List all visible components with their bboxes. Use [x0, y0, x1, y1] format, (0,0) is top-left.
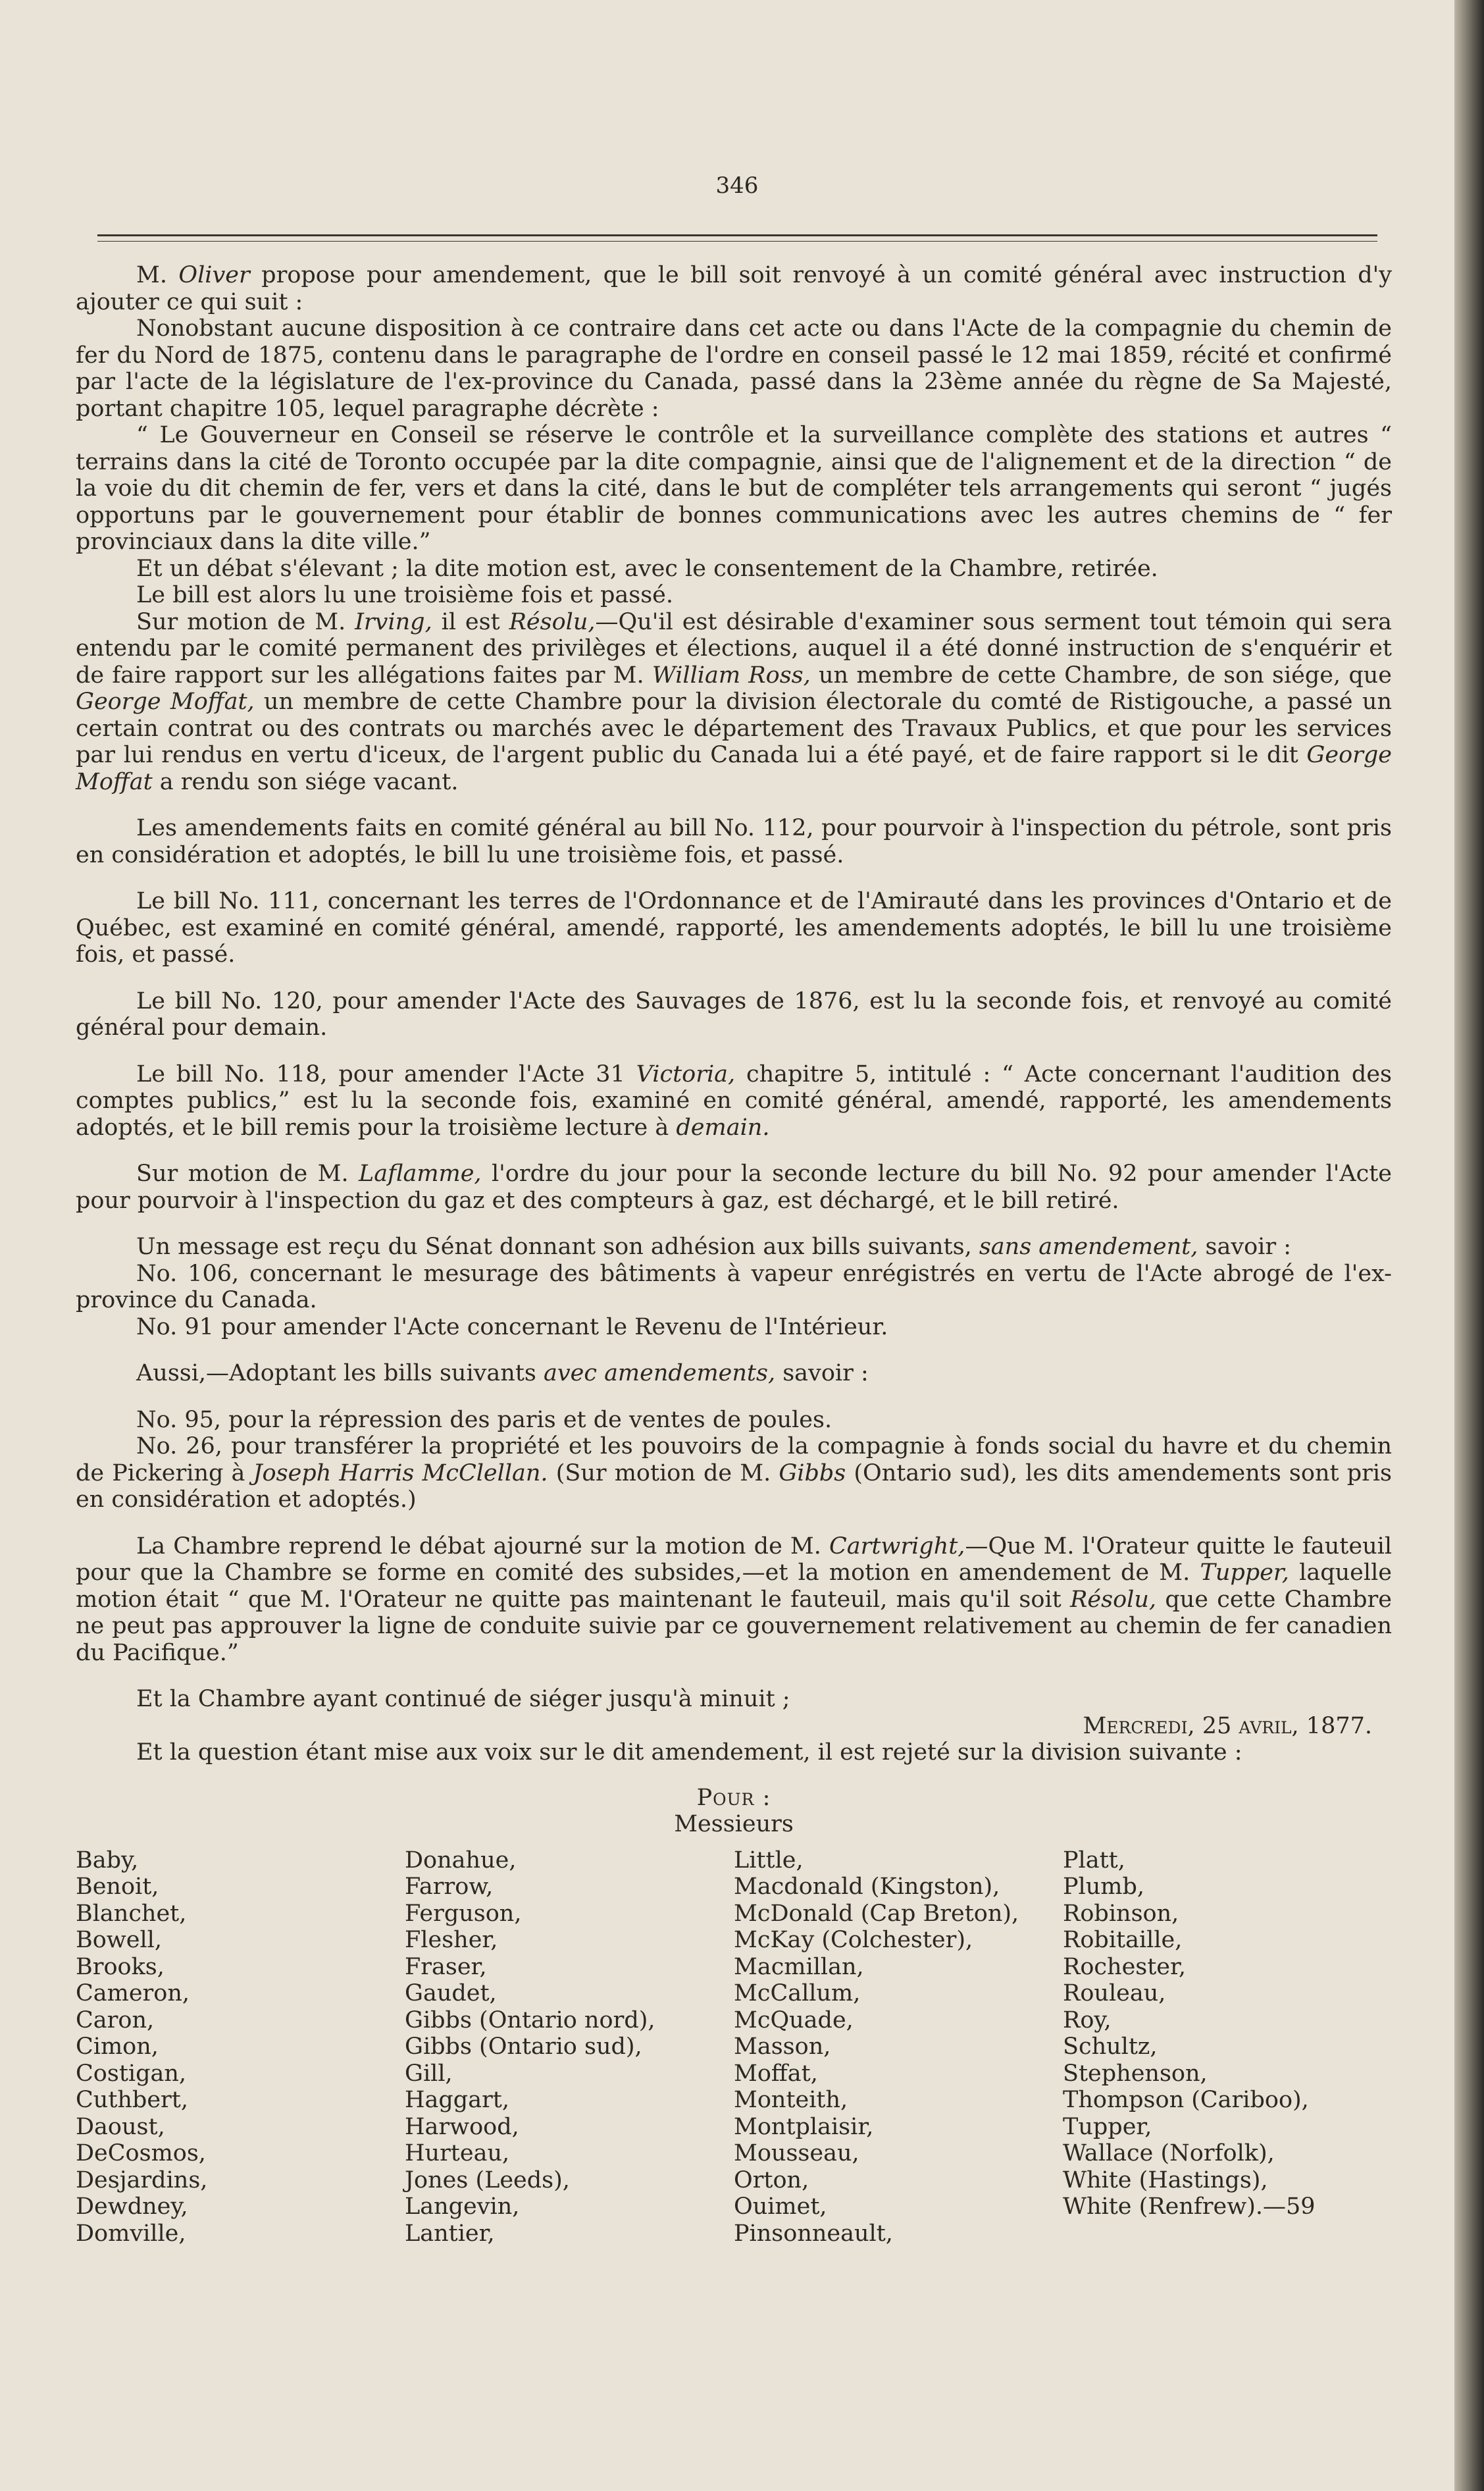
paragraph	[76, 1407, 1392, 1434]
italic-text: sans amendement,	[979, 1234, 1198, 1260]
text-run: (Ontario sud), les dits amendements sont pris en considération et adoptés.)	[76, 1459, 1392, 1513]
member-name: Schultz,	[1063, 2033, 1158, 2060]
member-name: McDonald (Cap Breton),	[734, 1900, 1019, 1927]
italic-text: Joseph Harris McClellan.	[253, 1459, 548, 1486]
paragraph	[76, 556, 1392, 583]
member-name: Roy,	[1063, 2006, 1112, 2033]
member-name: Rouleau,	[1063, 1980, 1166, 2006]
italic-text: Laflamme,	[359, 1161, 482, 1187]
member-name: Montplaisir,	[734, 2113, 874, 2140]
member-name: Gibbs (Ontario nord),	[405, 2006, 655, 2033]
member-name: Blanchet,	[76, 1900, 187, 1927]
member-name: Gibbs (Ontario sud),	[405, 2033, 642, 2060]
journal-body	[76, 262, 1392, 2247]
vote-column	[734, 1847, 1063, 2247]
text-run: (Sur motion de M.	[548, 1459, 779, 1486]
paragraph	[76, 262, 1392, 315]
book-binding-edge	[1454, 0, 1484, 2491]
member-name: Masson,	[734, 2033, 831, 2060]
paragraph	[76, 582, 1392, 609]
member-name: White (Renfrew).—59	[1063, 2193, 1316, 2220]
paragraph	[76, 888, 1392, 968]
member-name: Wallace (Norfolk),	[1063, 2140, 1275, 2166]
text-run: l'ordre du jour pour la seconde lecture du bill No. 92 pour amender l'Acte pour pourvoir à l'inspection du gaz et des compteurs à gaz, est déchargé, et le bill retiré.	[76, 1161, 1393, 1214]
italic-text: Tupper,	[1200, 1560, 1289, 1586]
member-name: Ouimet,	[734, 2193, 827, 2220]
text-run: No. 26, pour transférer la propriété et les pouvoirs de la compagnie à fonds social du havre et du chemin de Pickering à	[76, 1433, 1392, 1486]
member-name: Costigan,	[76, 2060, 187, 2087]
text-run: Le bill est alors lu une troisième fois et passé.	[136, 582, 673, 608]
paragraph	[76, 1314, 1392, 1341]
member-name: Baby,	[76, 1847, 139, 1874]
italic-text: Gibbs	[779, 1459, 846, 1486]
vote-subheading: Messieurs	[674, 1811, 794, 1837]
paragraph	[76, 1686, 1392, 1713]
text-run: a rendu son siége vacant.	[152, 768, 459, 795]
text-run: laquelle motion était “ que M. l'Orateur ne quitte pas maintenant le fauteuil, mais qu'il soit	[76, 1560, 1392, 1613]
member-name: McQuade,	[734, 2006, 854, 2033]
text-run: Le bill No. 120, pour amender l'Acte des Sauvages de 1876, est lu la seconde fois, et renvoyé au comité général pour demain.	[76, 987, 1392, 1041]
paragraph	[76, 1261, 1392, 1314]
paragraph-list	[76, 262, 1392, 1713]
member-name: Lantier,	[405, 2220, 495, 2247]
vote-column	[1063, 1847, 1392, 2247]
text-run: chapitre 5, intitulé : “ Acte concernant l'audition des comptes publics,” est lu la seconde fois, examiné en comité général, amendé, rapporté, les amendements adoptés, et le bill remis pour la troisième lecture à	[76, 1061, 1392, 1141]
text-run: Un message est reçu du Sénat donnant son adhésion aux bills suivants,	[136, 1234, 979, 1260]
vote-column	[405, 1847, 734, 2247]
text-run: Nonobstant aucune disposition à ce contraire dans cet acte ou dans l'Acte de la compagnie du chemin de fer du Nord de 1875, contenu dans le paragraphe de l'ordre en conseil passé le 12 mai 1859, récité et confirmé par l'acte de la législature de l'ex-province du Canada, passé dans la 23ème année du règne de Sa Majesté, portant chapitre 105, lequel paragraphe décrète :	[76, 315, 1392, 422]
member-name: Macdonald (Kingston),	[734, 1874, 1000, 1900]
member-name: Tupper,	[1063, 2113, 1152, 2140]
member-name: Mousseau,	[734, 2140, 859, 2166]
header-rule	[97, 234, 1377, 236]
member-name: Robitaille,	[1063, 1927, 1183, 1953]
text-run: Sur motion de M.	[136, 1161, 359, 1187]
member-name: Flesher,	[405, 1927, 498, 1953]
text-run: No. 91 pour amender l'Acte concernant le Revenu de l'Intérieur.	[136, 1313, 888, 1340]
vote-heading: Pour :	[696, 1784, 771, 1811]
member-name: Dewdney,	[76, 2193, 188, 2220]
text-run: No. 106, concernant le mesurage des bâtiments à vapeur enrégistrés en vertu de l'Acte abrogé de l'ex-province du Canada.	[76, 1260, 1392, 1313]
member-name: Haggart,	[405, 2087, 509, 2113]
member-name: Caron,	[76, 2006, 155, 2033]
italic-text: George Moffat,	[76, 689, 255, 715]
paragraph	[76, 422, 1392, 556]
italic-text: George Moffat	[76, 742, 1392, 795]
italic-text: Résolu,	[509, 608, 596, 635]
member-name: Moffat,	[734, 2060, 818, 2087]
text-run: un membre de cette Chambre pour la division électorale du comté de Ristigouche, a passé un certain contrat ou des contrats ou marchés avec le département des Travaux Publics, et que pour les services par lui rendus en vertu d'iceux, de l'argent public du Canada lui a été payé, et de faire rapport si le dit	[76, 689, 1392, 768]
member-name: Gaudet,	[405, 1980, 497, 2006]
member-name: Monteith,	[734, 2087, 848, 2113]
member-name: Daoust,	[76, 2113, 165, 2140]
paragraph	[76, 988, 1392, 1041]
member-name: Robinson,	[1063, 1900, 1179, 1927]
italic-text: Irving,	[355, 608, 432, 635]
text-run: M.	[136, 262, 179, 288]
paragraph	[76, 315, 1392, 422]
text-run: —Qu'il est désirable d'examiner sous serment tout témoin qui sera entendu par le comité permanent des privilèges et élections, auquel il a été donné instruction de s'enquérir et de faire rapport sur les allégations faites par M.	[76, 608, 1392, 689]
italic-text: avec amendements,	[543, 1360, 776, 1386]
member-name: Cimon,	[76, 2033, 159, 2060]
text-run: “ Le Gouverneur en Conseil se réserve le contrôle et la surveillance complète des stations et autres “ terrains dans la cité de Toronto occupée par la dite compagnie, ainsi que de l'alignement et de la direction “ de la voie du dit chemin de fer, vers et dans la cité, dans le but de compléter tels arrangements qui seront “ jugés opportuns par le gouvernement pour établir de bonnes communications avec les autres chemins de “ fer provinciaux dans la dite ville.”	[76, 422, 1392, 555]
text-run: que cette Chambre ne peut pas approuver la ligne de conduite suivie par ce gouvernement relativement au chemin de fer canadien du Pacifique.”	[76, 1586, 1393, 1666]
member-name: Harwood,	[405, 2113, 519, 2140]
italic-text: Résolu,	[1070, 1586, 1157, 1613]
member-name: Farrow,	[405, 1874, 494, 1900]
paragraph	[76, 1533, 1392, 1667]
member-name: Cuthbert,	[76, 2087, 188, 2113]
member-name: Little,	[734, 1847, 804, 1874]
member-name: Donahue,	[405, 1847, 517, 1874]
member-name: McCallum,	[734, 1980, 861, 2006]
paragraph	[76, 609, 1392, 796]
text-run: Le bill No. 118, pour amender l'Acte 31	[136, 1061, 636, 1088]
text-run: Le bill No. 111, concernant les terres de l'Ordonnance et de l'Amirauté dans les provinces d'Ontario et de Québec, est examiné en comité général, amendé, rapporté, les amendements adoptés, le bill lu une troisième fois, et passé.	[76, 888, 1392, 968]
text-run: Les amendements faits en comité général au bill No. 112, pour pourvoir à l'inspection du pétrole, sont pris en considération et adoptés, le bill lu une troisième fois, et passé.	[76, 815, 1392, 868]
header-rule-thin	[97, 241, 1377, 242]
text-run: Et un débat s'élevant ; la dite motion est, avec le consentement de la Chambre, retirée.	[136, 555, 1158, 582]
text-run: —Que M. l'Orateur quitte le fauteuil pour que la Chambre se forme en comité des subsides,—et la motion en amendement de M.	[76, 1533, 1393, 1586]
vote-column	[76, 1847, 405, 2247]
member-name: Orton,	[734, 2166, 809, 2193]
paragraph	[76, 1433, 1392, 1513]
member-name: Ferguson,	[405, 1900, 522, 1927]
member-name: Gill,	[405, 2060, 453, 2087]
italic-text: demain.	[676, 1114, 770, 1141]
text-run: Sur motion de M.	[136, 608, 355, 635]
text-run: Et la Chambre ayant continué de siéger jusqu'à minuit ;	[136, 1686, 790, 1712]
member-name: Cameron,	[76, 1980, 190, 2006]
text-run: il est	[432, 608, 509, 635]
member-name: Bowell,	[76, 1927, 162, 1953]
member-name: Benoit,	[76, 1874, 159, 1900]
member-name: Pinsonneault,	[734, 2220, 893, 2247]
member-name: Jones (Leeds),	[405, 2166, 570, 2193]
member-name: Brooks,	[76, 1953, 165, 1980]
member-name: White (Hastings),	[1063, 2166, 1268, 2193]
italic-text: Victoria,	[636, 1061, 736, 1088]
member-name: Thompson (Cariboo),	[1063, 2087, 1309, 2113]
member-name: Langevin,	[405, 2193, 520, 2220]
member-name: Hurteau,	[405, 2140, 510, 2166]
vote-intro: Et la question étant mise aux voix sur le dit amendement, il est rejeté sur la division suivante :	[136, 1739, 1242, 1766]
member-name: Plumb,	[1063, 1874, 1145, 1900]
member-name: McKay (Colchester),	[734, 1927, 973, 1953]
text-run: savoir :	[1198, 1234, 1291, 1260]
italic-text: Oliver	[178, 262, 250, 288]
paragraph	[76, 815, 1392, 868]
paragraph	[76, 1360, 1392, 1387]
member-name: Fraser,	[405, 1953, 487, 1980]
paragraph	[76, 1234, 1392, 1261]
italic-text: William Ross,	[652, 662, 811, 689]
text-run: No. 95, pour la répression des paris et de ventes de poules.	[136, 1406, 832, 1433]
member-name: Domville,	[76, 2220, 186, 2247]
paragraph	[76, 1161, 1392, 1214]
text-run: savoir :	[775, 1360, 869, 1386]
vote-columns	[76, 1847, 1392, 2247]
text-run: un membre de cette Chambre, de son siége, que	[810, 662, 1392, 689]
member-name: Stephenson,	[1063, 2060, 1208, 2087]
member-name: Rochester,	[1063, 1953, 1187, 1980]
page-number: 346	[715, 172, 759, 199]
member-name: Macmillan,	[734, 1953, 864, 1980]
member-name: Platt,	[1063, 1847, 1125, 1874]
text-run: propose pour amendement, que le bill soit renvoyé à un comité général avec instruction d'y ajouter ce qui suit :	[76, 262, 1393, 315]
text-run: La Chambre reprend le débat ajourné sur la motion de M.	[136, 1533, 829, 1560]
member-name: DeCosmos,	[76, 2140, 206, 2166]
member-name: Desjardins,	[76, 2166, 208, 2193]
italic-text: Cartwright,	[829, 1533, 965, 1560]
paragraph	[76, 1061, 1392, 1141]
date-line: Mercredi, 25 avril, 1877.	[1083, 1712, 1372, 1739]
text-run: Aussi,—Adoptant les bills suivants	[136, 1360, 544, 1386]
